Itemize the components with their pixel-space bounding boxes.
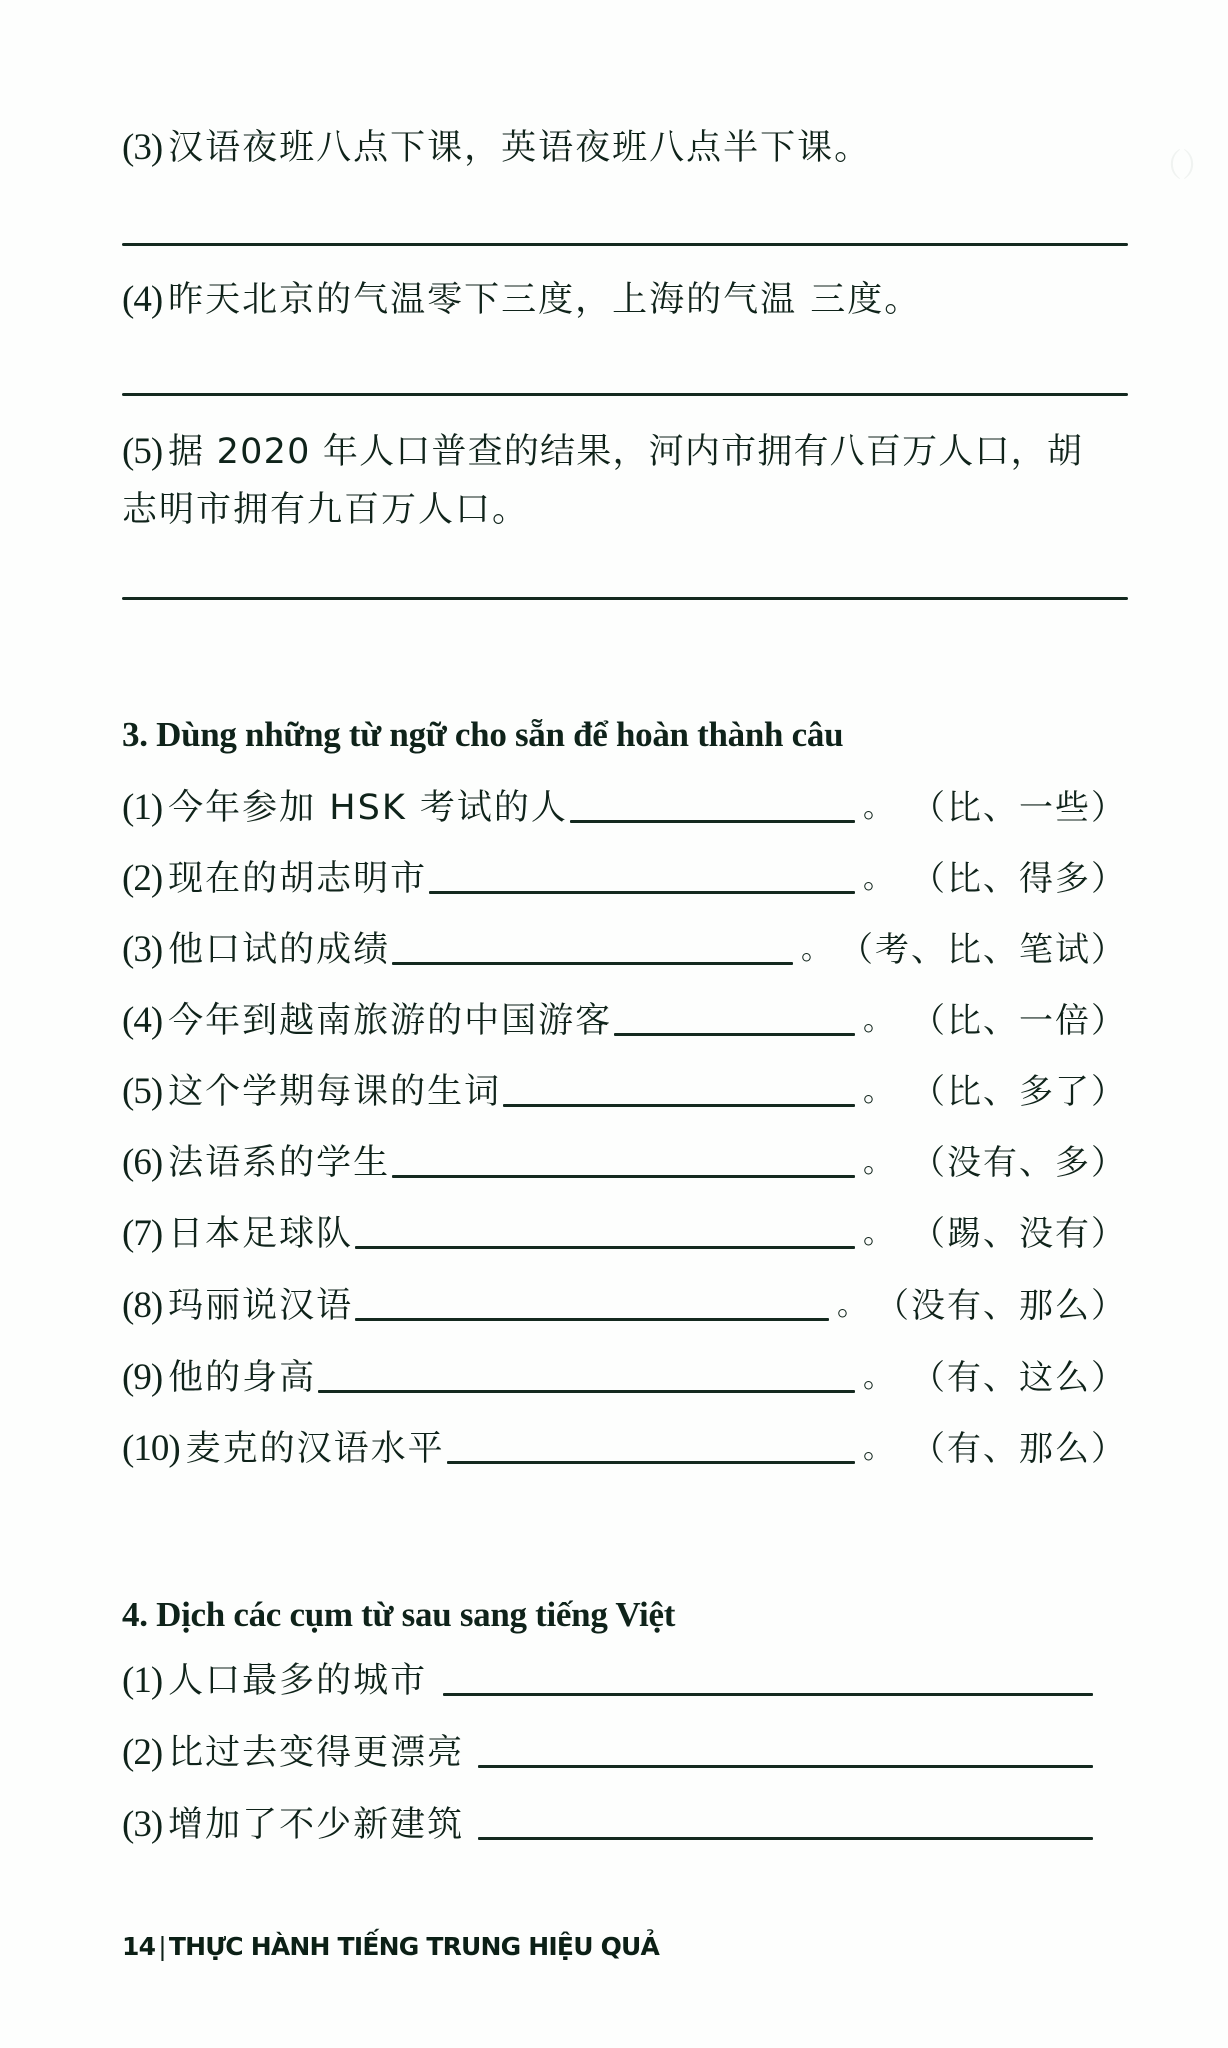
exercise3-item-5 [122, 1070, 1127, 1114]
fill-in-blank[interactable] [355, 1318, 829, 1321]
item-number: (9) [122, 1357, 163, 1398]
word-hint: （没有、那么） [875, 1286, 1127, 1326]
item-sentence: 昨天北京的气温零下三度，上海的气温 三度。 [168, 280, 922, 320]
exercise3-item-4 [122, 999, 1127, 1043]
item-number: (2) [122, 858, 163, 899]
translation-blank[interactable] [443, 1693, 1093, 1696]
item-number: (4) [122, 1000, 163, 1041]
fill-in-blank[interactable] [392, 1175, 855, 1178]
item-prompt: 他的身高 [168, 1358, 317, 1398]
period: 。 [863, 1216, 893, 1251]
item-number: (10) [122, 1428, 180, 1469]
period: 。 [863, 790, 893, 825]
item-number: (5) [122, 1071, 163, 1112]
item-phrase: 比过去变得更漂亮 [168, 1733, 465, 1773]
period: 。 [837, 1288, 867, 1323]
answer-line-4[interactable] [122, 393, 1128, 396]
item-number: (3) [122, 929, 163, 970]
translation-blank[interactable] [478, 1765, 1093, 1768]
exercise4-item-1 [122, 1659, 1097, 1703]
item-sentence-continued: 志明市拥有九百万人口。 [122, 490, 530, 530]
exercise3-item-6 [122, 1141, 1127, 1185]
answer-line-3[interactable] [122, 243, 1128, 246]
period: 。 [863, 1145, 893, 1180]
item-prompt: 今年到越南旅游的中国游客 [168, 1001, 613, 1041]
word-hint: （比、得多） [911, 859, 1127, 899]
exercise2-item-3 [122, 126, 1127, 170]
exercise2-item-5-line1 [122, 430, 1127, 474]
answer-line-5[interactable] [122, 597, 1128, 600]
fill-in-blank[interactable] [447, 1461, 855, 1464]
footer-separator: | [158, 1932, 166, 1961]
item-prompt: 法语系的学生 [168, 1143, 391, 1183]
word-hint: （比、一些） [911, 788, 1127, 828]
exercise3-item-8 [122, 1284, 1127, 1328]
item-number: (6) [122, 1142, 163, 1183]
exercise2-item-4 [122, 278, 1127, 322]
fill-in-blank[interactable] [614, 1033, 855, 1036]
fill-in-blank[interactable] [429, 891, 855, 894]
word-hint: （踢、没有） [911, 1214, 1127, 1254]
exercise3-item-7 [122, 1212, 1127, 1256]
section-3-heading: 3. Dùng những từ ngữ cho sẵn để hoàn thành câu [122, 715, 844, 754]
item-number: (5) [122, 431, 163, 472]
exercise3-item-3 [122, 928, 1127, 972]
item-phrase: 增加了不少新建筑 [168, 1805, 465, 1845]
exercise3-item-9 [122, 1356, 1127, 1400]
word-hint: （有、这么） [911, 1358, 1127, 1398]
period: 。 [863, 1074, 893, 1109]
item-number: (2) [122, 1732, 163, 1773]
item-sentence: 据 2020 年人口普查的结果，河内市拥有八百万人口，胡 [168, 432, 1084, 472]
item-prompt: 现在的胡志明市 [168, 859, 428, 899]
item-number: (4) [122, 279, 163, 320]
item-number: (3) [122, 127, 163, 168]
item-sentence: 汉语夜班八点下课，英语夜班八点半下课。 [168, 128, 872, 168]
period: 。 [863, 861, 893, 896]
exercise4-item-3 [122, 1803, 1097, 1847]
book-title: THỰC HÀNH TIẾNG TRUNG HIỆU QUẢ [168, 1932, 660, 1961]
exercise3-item-1 [122, 786, 1127, 830]
page-footer [122, 1932, 659, 1961]
word-hint: （比、多了） [911, 1072, 1127, 1112]
word-hint: （比、一倍） [911, 1001, 1127, 1041]
period: 。 [801, 932, 831, 967]
page-number: 14 [122, 1932, 156, 1961]
item-prompt: 这个学期每课的生词 [168, 1072, 502, 1112]
word-hint: （没有、多） [911, 1143, 1127, 1183]
fill-in-blank[interactable] [355, 1246, 855, 1249]
fill-in-blank[interactable] [392, 962, 793, 965]
item-prompt: 日本足球队 [168, 1214, 354, 1254]
item-phrase: 人口最多的城市 [168, 1661, 428, 1701]
item-prompt: 今年参加 HSK 考试的人 [168, 788, 568, 828]
word-hint: （有、那么） [911, 1429, 1127, 1469]
word-hint: （考、比、笔试） [839, 930, 1127, 970]
item-number: (3) [122, 1804, 163, 1845]
period: 。 [863, 1431, 893, 1466]
exercise3-item-10 [122, 1427, 1127, 1471]
item-prompt: 麦克的汉语水平 [185, 1429, 445, 1469]
exercise2-item-5-line2 [122, 488, 1127, 532]
item-prompt: 他口试的成绩 [168, 930, 391, 970]
bleed-through-text: （） [1150, 146, 1215, 184]
item-prompt: 玛丽说汉语 [168, 1286, 354, 1326]
period: 。 [863, 1360, 893, 1395]
item-number: (7) [122, 1213, 163, 1254]
fill-in-blank[interactable] [570, 820, 855, 823]
fill-in-blank[interactable] [318, 1390, 855, 1393]
item-number: (1) [122, 1660, 163, 1701]
exercise4-item-2 [122, 1731, 1097, 1775]
item-number: (1) [122, 787, 163, 828]
period: 。 [863, 1003, 893, 1038]
section-4-heading: 4. Dịch các cụm từ sau sang tiếng Việt [122, 1595, 676, 1634]
exercise3-item-2 [122, 857, 1127, 901]
translation-blank[interactable] [478, 1837, 1093, 1840]
item-number: (8) [122, 1285, 163, 1326]
fill-in-blank[interactable] [503, 1104, 855, 1107]
